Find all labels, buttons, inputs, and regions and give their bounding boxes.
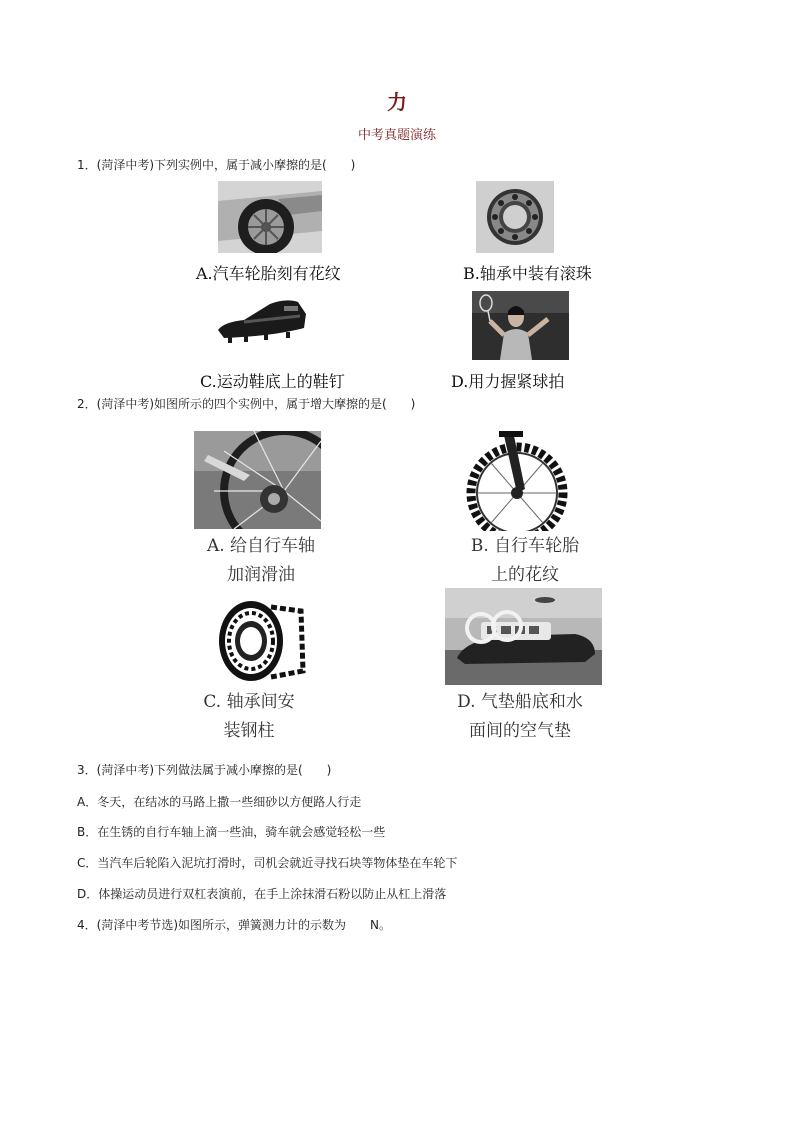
bicycle-tire-tread-image bbox=[463, 431, 581, 531]
steel-roller-bearing-image bbox=[211, 597, 309, 685]
q1-option-a: A.汽车轮胎刻有花纹 bbox=[196, 264, 341, 283]
q1-option-b: B.轴承中装有滚珠 bbox=[463, 264, 592, 283]
q2-option-d bbox=[440, 688, 600, 746]
q2-option-c-line2: 装钢柱 bbox=[223, 721, 275, 741]
section-subtitle: 中考真题演练 bbox=[357, 128, 436, 143]
question-4-text: 4．(菏泽中考节选)如图所示，弹簧测力计的示数为 N。 bbox=[77, 918, 391, 932]
hovercraft-image bbox=[445, 588, 602, 685]
q2-option-c-line1: C. 轴承间安 bbox=[203, 692, 295, 712]
q2-option-b bbox=[460, 532, 590, 590]
q2-option-a bbox=[196, 532, 326, 590]
question-1-text: 1．(菏泽中考)下列实例中，属于减小摩擦的是( ) bbox=[77, 158, 356, 172]
q2-option-c bbox=[184, 688, 314, 746]
sports-shoe-image bbox=[214, 292, 310, 350]
q2-option-b-line2: 上的花纹 bbox=[491, 565, 559, 585]
q2-option-a-line1: A. 给自行车轴 bbox=[206, 536, 316, 556]
question-3-text: 3．(菏泽中考)下列做法属于减小摩擦的是( ) bbox=[77, 763, 332, 777]
page-title: 力 bbox=[387, 90, 407, 114]
q3-option-c: C．当汽车后轮陷入泥坑打滑时，司机会就近寻找石块等物体垫在车轮下 bbox=[77, 856, 458, 870]
q3-option-a: A．冬天，在结冰的马路上撒一些细砂以方便路人行走 bbox=[77, 795, 362, 809]
badminton-player-image bbox=[472, 291, 569, 360]
q2-option-d-line2: 面间的空气垫 bbox=[469, 721, 571, 741]
bearing-image bbox=[476, 181, 554, 253]
car-tire-image bbox=[218, 181, 322, 253]
question-2-text: 2．(菏泽中考)如图所示的四个实例中，属于增大摩擦的是( ) bbox=[77, 397, 416, 411]
q2-option-a-line2: 加润滑油 bbox=[227, 565, 295, 585]
q2-option-d-line1: D. 气垫船底和水 bbox=[457, 692, 583, 712]
q1-option-d: D.用力握紧球拍 bbox=[451, 372, 565, 391]
q3-option-b: B．在生锈的自行车轴上滴一些油，骑车就会感觉轻松一些 bbox=[77, 825, 386, 839]
q3-option-d: D．体操运动员进行双杠表演前，在手上涂抹滑石粉以防止从杠上滑落 bbox=[77, 887, 447, 901]
q2-option-b-line1: B. 自行车轮胎 bbox=[470, 536, 580, 556]
bicycle-axle-oil-image bbox=[194, 431, 321, 529]
q1-option-c: C.运动鞋底上的鞋钉 bbox=[200, 372, 345, 391]
